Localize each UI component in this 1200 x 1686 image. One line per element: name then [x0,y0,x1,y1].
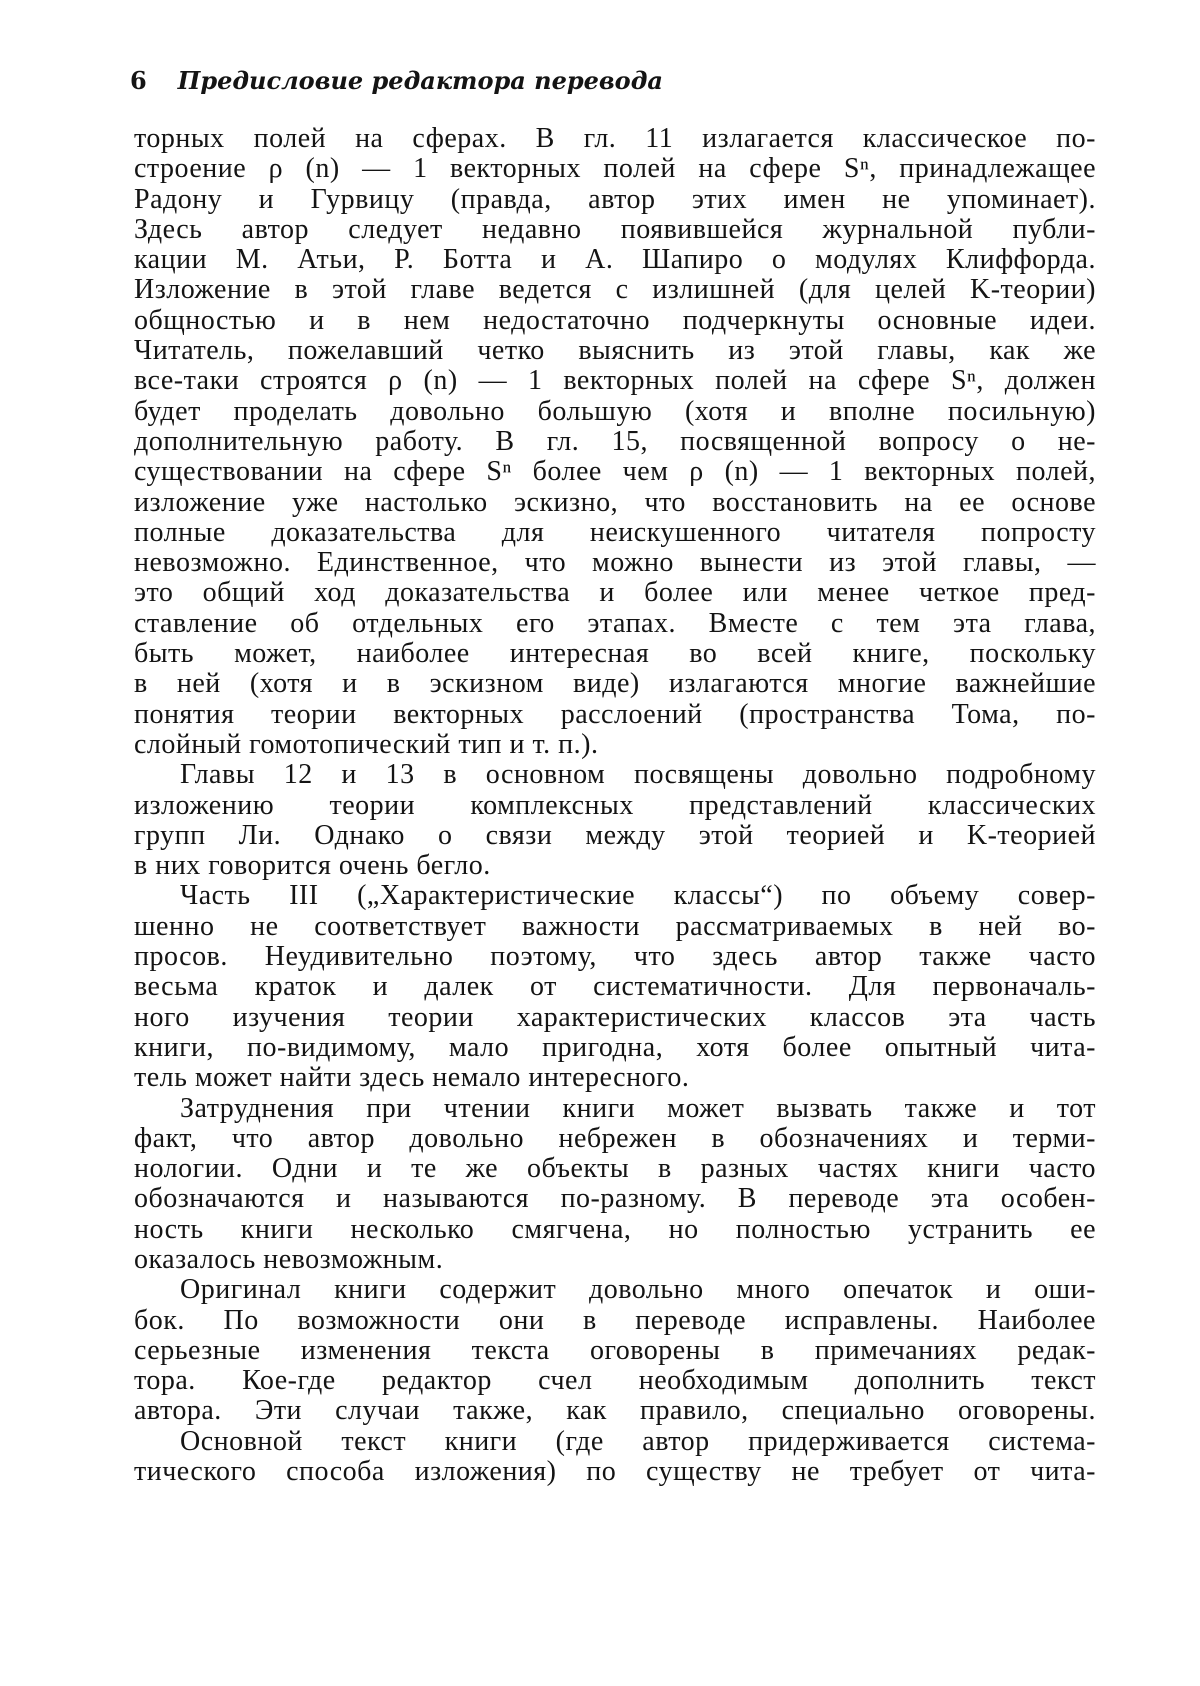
text-line: Основной текст книги (где автор придерживается система- [134,1427,1096,1457]
text-line: тического способа изложения) по существу не требует от чита- [134,1457,1096,1487]
text-line: существовании на сфере Sⁿ более чем ρ (n) — 1 векторных полей, [134,457,1096,487]
text-line: торных полей на сферах. В гл. 11 излагается классическое по- [134,124,1096,154]
text-line: ного изучения теории характеристических классов эта часть [134,1003,1096,1033]
text-line: просов. Неудивительно поэтому, что здесь автор также часто [134,942,1096,972]
text-line: кации М. Атьи, Р. Ботта и А. Шапиро о модулях Клиффорда. [134,245,1096,275]
text-line: Часть III („Характеристические классы“) по объему совер- [134,881,1096,911]
text-line: Читатель, пожелавший четко выяснить из этой главы, как же [134,336,1096,366]
text-line: Изложение в этой главе ведется с излишней (для целей K-теории) [134,275,1096,305]
text-line: изложение уже настолько эскизно, что восстановить на ее основе [134,488,1096,518]
text-line: шенно не соответствует важности рассматриваемых в ней во- [134,912,1096,942]
text-line: групп Ли. Однако о связи между этой теорией и K-теорией [134,821,1096,851]
text-line: Главы 12 и 13 в основном посвящены довольно подробному [134,760,1096,790]
text-line: обозначаются и называются по-разному. В переводе эта особен- [134,1184,1096,1214]
text-line: автора. Эти случаи также, как правило, специально оговорены. [134,1396,1096,1426]
text-line: слойный гомотопический тип и т. п.). [134,730,1096,760]
text-line: в ней (хотя и в эскизном виде) излагаются многие важнейшие [134,669,1096,699]
text-line: невозможно. Единственное, что можно вынести из этой главы, — [134,548,1096,578]
running-head-title: Предисловие редактора перевода [178,66,663,95]
text-line: Здесь автор следует недавно появившейся журнальной публи- [134,215,1096,245]
text-line: это общий ход доказательства и более или менее четкое пред- [134,578,1096,608]
text-line: все-таки строятся ρ (n) — 1 векторных полей на сфере Sⁿ, должен [134,366,1096,396]
running-head [130,66,1090,96]
text-line: Оригинал книги содержит довольно много опечаток и оши- [134,1275,1096,1305]
page-number: 6 [130,66,170,96]
text-line: изложению теории комплексных представлений классических [134,791,1096,821]
text-line: будет проделать довольно большую (хотя и вполне посильную) [134,397,1096,427]
book-page [0,0,1200,1686]
text-line: ставление об отдельных его этапах. Вместе с тем эта глава, [134,609,1096,639]
text-line: в них говорится очень бегло. [134,851,1096,881]
text-line: книги, по-видимому, мало пригодна, хотя более опытный чита- [134,1033,1096,1063]
text-line: строение ρ (n) — 1 векторных полей на сфере Sⁿ, принадлежащее [134,154,1096,184]
text-line: серьезные изменения текста оговорены в примечаниях редак- [134,1336,1096,1366]
body-text [134,124,1096,1487]
text-line: бок. По возможности они в переводе исправлены. Наиболее [134,1306,1096,1336]
text-line: Затруднения при чтении книги может вызвать также и тот [134,1094,1096,1124]
text-line: тора. Кое-где редактор счел необходимым дополнить текст [134,1366,1096,1396]
text-line: понятия теории векторных расслоений (пространства Тома, по- [134,700,1096,730]
text-line: дополнительную работу. В гл. 15, посвященной вопросу о не- [134,427,1096,457]
text-line: нологии. Одни и те же объекты в разных частях книги часто [134,1154,1096,1184]
text-line: весьма краток и далек от систематичности. Для первоначаль- [134,972,1096,1002]
text-line: полные доказательства для неискушенного читателя попросту [134,518,1096,548]
text-line: тель может найти здесь немало интересного. [134,1063,1096,1093]
text-line: ность книги несколько смягчена, но полностью устранить ее [134,1215,1096,1245]
text-line: оказалось невозможным. [134,1245,1096,1275]
text-line: общностью и в нем недостаточно подчеркнуты основные идеи. [134,306,1096,336]
text-line: факт, что автор довольно небрежен в обозначениях и терми- [134,1124,1096,1154]
text-line: быть может, наиболее интересная во всей книге, поскольку [134,639,1096,669]
text-line: Радону и Гурвицу (правда, автор этих имен не упоминает). [134,185,1096,215]
